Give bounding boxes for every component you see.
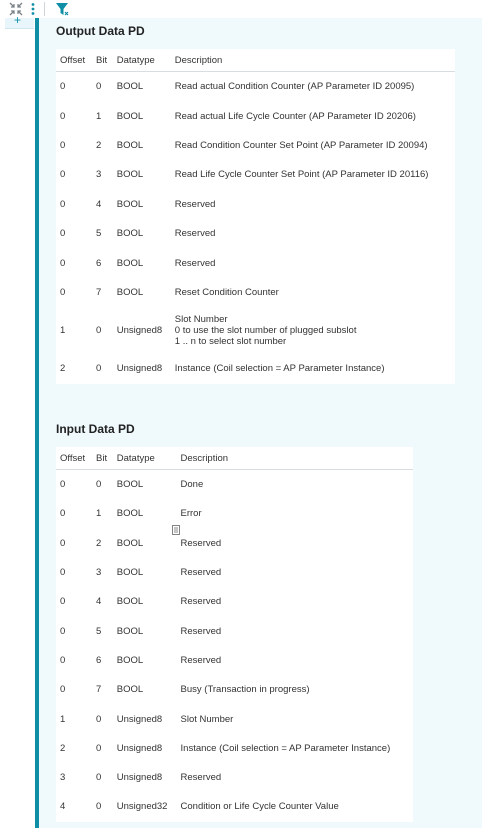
bit-cell: 7: [96, 286, 102, 298]
left-rail: [0, 18, 34, 828]
description-line: Read Life Cycle Counter Set Point (AP Parameter ID 20116): [174, 169, 429, 181]
description-cell: [177, 529, 413, 558]
offset-cell: 0: [60, 654, 66, 666]
datatype-cell: BOOL: [116, 257, 144, 269]
bit-cell: 2: [96, 537, 102, 549]
table-row: [56, 470, 413, 500]
description-line: Slot Number: [180, 713, 234, 725]
datatype-cell: BOOL: [116, 139, 144, 151]
table-row: [56, 307, 455, 354]
bit-cell: 5: [96, 625, 102, 637]
bit-cell: 0: [96, 479, 102, 491]
bit-cell: 3: [96, 567, 102, 579]
description-cell: [171, 307, 455, 354]
table-row: [56, 354, 455, 383]
offset-cell: 2: [60, 742, 66, 754]
rail-tab[interactable]: [5, 13, 34, 29]
col-header-datatype: Datatype: [113, 447, 177, 470]
offset-cell: 0: [60, 198, 66, 210]
datatype-cell: Unsigned8: [116, 713, 163, 725]
description-cell: [171, 160, 455, 189]
table-header-row: [56, 447, 413, 470]
col-header-datatype: Datatype: [113, 49, 171, 72]
bit-cell: 0: [96, 742, 102, 754]
plus-icon[interactable]: +: [14, 13, 22, 27]
offset-cell: 0: [60, 684, 66, 696]
description-cell: [171, 72, 455, 102]
col-header-offset: Offset: [56, 447, 92, 470]
description-line: Error: [180, 508, 202, 520]
bit-cell: 4: [96, 596, 102, 608]
description-line: Busy (Transaction in progress): [180, 684, 310, 696]
col-header-description: Description: [177, 447, 413, 470]
description-cell: [177, 763, 413, 792]
offset-cell: 0: [60, 228, 66, 240]
offset-cell: 0: [60, 286, 66, 298]
bit-cell: 4: [96, 198, 102, 210]
description-cell: [171, 248, 455, 277]
table-row: [56, 131, 455, 160]
offset-cell: 0: [60, 169, 66, 181]
offset-cell: 0: [60, 479, 66, 491]
table-row: [56, 529, 413, 558]
description-line: Done: [180, 479, 204, 491]
toolbar-separator: [44, 2, 45, 16]
input-table-body: [56, 470, 413, 822]
datatype-cell: BOOL: [116, 567, 144, 579]
description-line: Read Condition Counter Set Point (AP Parameter ID 20094): [174, 139, 428, 151]
toolbar: [0, 0, 482, 18]
description-cell: [171, 278, 455, 307]
bit-cell: 1: [96, 110, 102, 122]
description-cell: [177, 646, 413, 675]
table-row: [56, 792, 413, 821]
offset-cell: 2: [60, 363, 66, 375]
description-line: Reserved: [180, 596, 222, 608]
description-line: Reserved: [174, 198, 216, 210]
output-section-title: Output Data PD: [56, 24, 145, 38]
description-cell: [177, 470, 413, 500]
datatype-cell: BOOL: [116, 228, 144, 240]
text-cursor-icon: [172, 522, 180, 532]
table-row: [56, 219, 455, 248]
description-line: Reset Condition Counter: [174, 286, 279, 298]
table-header-row: [56, 49, 455, 72]
bit-cell: 0: [96, 81, 102, 93]
description-cell: [171, 131, 455, 160]
description-cell: [177, 704, 413, 733]
datatype-cell: BOOL: [116, 286, 144, 298]
description-cell: [171, 190, 455, 219]
offset-cell: 0: [60, 596, 66, 608]
datatype-cell: Unsigned32: [116, 801, 168, 813]
bit-cell: 5: [96, 228, 102, 240]
description-line: Reserved: [180, 625, 222, 637]
table-row: [56, 763, 413, 792]
description-cell: [177, 675, 413, 704]
offset-cell: 0: [60, 567, 66, 579]
description-cell: [177, 616, 413, 645]
description-line: Slot Number: [174, 314, 228, 326]
table-row: [56, 734, 413, 763]
offset-cell: 0: [60, 508, 66, 520]
description-cell: [177, 587, 413, 616]
bit-cell: 7: [96, 684, 102, 696]
description-cell: [177, 792, 413, 821]
bit-cell: 6: [96, 257, 102, 269]
bit-cell: 0: [96, 325, 102, 337]
datatype-cell: BOOL: [116, 508, 144, 520]
bit-cell: 0: [96, 801, 102, 813]
offset-cell: 4: [60, 801, 66, 813]
offset-cell: 0: [60, 139, 66, 151]
bit-cell: 0: [96, 772, 102, 784]
table-row: [56, 160, 455, 189]
description-line: Reserved: [174, 257, 216, 269]
datatype-cell: Unsigned8: [116, 325, 163, 337]
description-line: Reserved: [180, 654, 222, 666]
datatype-cell: Unsigned8: [116, 363, 163, 375]
description-line: Reserved: [174, 228, 216, 240]
col-header-description: Description: [171, 49, 455, 72]
input-section-title: Input Data PD: [56, 422, 135, 436]
bit-cell: 3: [96, 169, 102, 181]
offset-cell: 1: [60, 713, 66, 725]
filter-icon[interactable]: [54, 1, 70, 17]
description-cell: [171, 101, 455, 130]
table-row: [56, 704, 413, 733]
offset-cell: 3: [60, 772, 66, 784]
datatype-cell: BOOL: [116, 81, 144, 93]
description-line: Reserved: [180, 772, 222, 784]
offset-cell: 0: [60, 81, 66, 93]
description-cell: [171, 354, 455, 383]
description-line: 0 to use the slot number of plugged subslot: [174, 325, 357, 337]
datatype-cell: BOOL: [116, 625, 144, 637]
offset-cell: 0: [60, 110, 66, 122]
datatype-cell: BOOL: [116, 169, 144, 181]
table-row: [56, 499, 413, 528]
description-line: Instance (Coil selection = AP Parameter Instance): [180, 742, 391, 754]
offset-cell: 1: [60, 325, 66, 337]
output-data-table: [56, 49, 455, 384]
bit-cell: 0: [96, 713, 102, 725]
bit-cell: 6: [96, 654, 102, 666]
table-row: [56, 278, 455, 307]
bit-cell: 0: [96, 363, 102, 375]
table-row: [56, 190, 455, 219]
description-line: Read actual Condition Counter (AP Parameter ID 20095): [174, 81, 415, 93]
description-line: Instance (Coil selection = AP Parameter Instance): [174, 363, 385, 375]
offset-cell: 0: [60, 257, 66, 269]
table-row: [56, 248, 455, 277]
table-row: [56, 616, 413, 645]
datatype-cell: BOOL: [116, 654, 144, 666]
datatype-cell: Unsigned8: [116, 772, 163, 784]
description-cell: [177, 734, 413, 763]
datatype-cell: BOOL: [116, 596, 144, 608]
bit-cell: 2: [96, 139, 102, 151]
table-row: [56, 558, 413, 587]
description-line: Reserved: [180, 567, 222, 579]
description-line: Condition or Life Cycle Counter Value: [180, 801, 339, 813]
datatype-cell: BOOL: [116, 110, 144, 122]
table-row: [56, 72, 455, 102]
bit-cell: 1: [96, 508, 102, 520]
description-cell: [177, 499, 413, 528]
col-header-bit: Bit: [92, 49, 113, 72]
description-line: Read actual Life Cycle Counter (AP Parameter ID 20206): [174, 110, 416, 122]
output-table-body: [56, 72, 455, 384]
offset-cell: 0: [60, 625, 66, 637]
table-row: [56, 675, 413, 704]
datatype-cell: BOOL: [116, 537, 144, 549]
description-line: 1 .. n to select slot number: [174, 336, 287, 348]
datatype-cell: BOOL: [116, 684, 144, 696]
description-cell: [177, 558, 413, 587]
datatype-cell: Unsigned8: [116, 742, 163, 754]
col-header-bit: Bit: [92, 447, 113, 470]
input-data-table: [56, 447, 413, 822]
col-header-offset: Offset: [56, 49, 92, 72]
table-row: [56, 646, 413, 675]
datatype-cell: BOOL: [116, 198, 144, 210]
description-cell: [171, 219, 455, 248]
description-line: Reserved: [180, 537, 222, 549]
table-row: [56, 101, 455, 130]
more-vert-icon[interactable]: [28, 1, 38, 17]
table-row: [56, 587, 413, 616]
offset-cell: 0: [60, 537, 66, 549]
datatype-cell: BOOL: [116, 479, 144, 491]
content-panel: [39, 18, 482, 828]
